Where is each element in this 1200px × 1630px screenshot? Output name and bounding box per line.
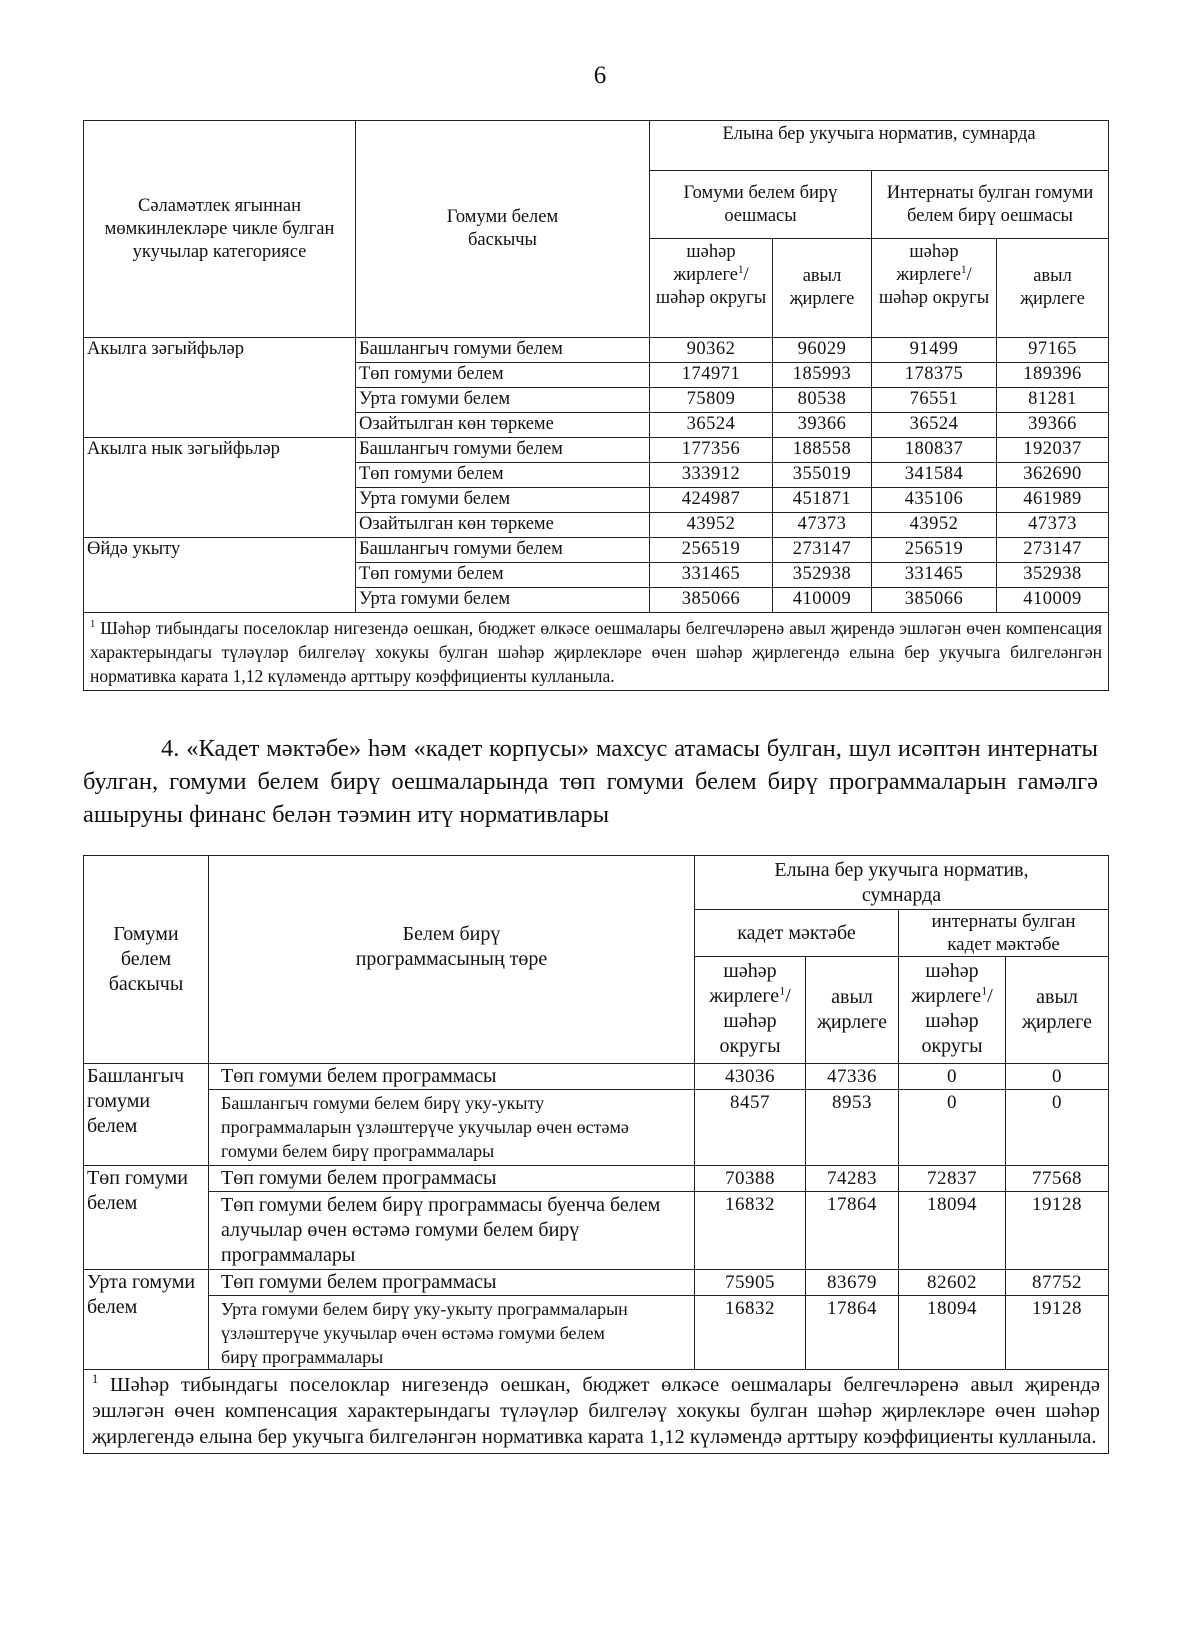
value-cell: 0 xyxy=(899,1064,1006,1090)
header-urban-1: шәһәр жирлеге$^1$/ шәһәр округы xyxy=(650,239,773,338)
value-cell: 18094 xyxy=(899,1192,1006,1270)
value-cell: 18094 xyxy=(899,1296,1006,1370)
table-row xyxy=(84,538,1109,563)
value-cell: 43036 xyxy=(695,1064,806,1090)
value-cell: 76551 xyxy=(872,388,997,413)
value-cell: 36524 xyxy=(650,413,773,438)
value-cell: 43952 xyxy=(872,513,997,538)
stage-cell: Башлангыч гомуми белем xyxy=(356,538,650,563)
norms-table-disabled-students xyxy=(83,120,1109,691)
value-cell: 19128 xyxy=(1006,1296,1109,1370)
value-cell: 352938 xyxy=(773,563,872,588)
header-rural-1: авыл җирлеге xyxy=(806,957,899,1064)
value-cell: 410009 xyxy=(773,588,872,613)
value-cell: 256519 xyxy=(650,538,773,563)
table-row xyxy=(84,1270,1109,1296)
value-cell: 435106 xyxy=(872,488,997,513)
value-cell: 461989 xyxy=(997,488,1109,513)
table-row xyxy=(84,338,1109,363)
value-cell: 97165 xyxy=(997,338,1109,363)
stage-cell: Төп гомуми белем xyxy=(84,1166,209,1270)
value-cell: 36524 xyxy=(872,413,997,438)
value-cell: 352938 xyxy=(997,563,1109,588)
stage-cell: Урта гомуми белем xyxy=(356,588,650,613)
value-cell: 177356 xyxy=(650,438,773,463)
norms-table-cadet-schools xyxy=(83,855,1109,1454)
program-cell: Төп гомуми белем программасы xyxy=(209,1064,695,1090)
value-cell: 188558 xyxy=(773,438,872,463)
value-cell: 83679 xyxy=(806,1270,899,1296)
value-cell: 355019 xyxy=(773,463,872,488)
header-urban-1: шәһәр жирлеге$^1$/ шәһәр округы xyxy=(695,957,806,1064)
value-cell: 47373 xyxy=(997,513,1109,538)
value-cell: 39366 xyxy=(773,413,872,438)
stage-cell: Төп гомуми белем xyxy=(356,463,650,488)
header-urban-2: шәһәр жирлеге$^1$/ шәһәр округы xyxy=(872,239,997,338)
header-stage: Гомуми белем баскычы xyxy=(356,121,650,338)
stage-cell: Озайтылган көн төркеме xyxy=(356,513,650,538)
table-row xyxy=(84,1064,1109,1090)
value-cell: 90362 xyxy=(650,338,773,363)
value-cell: 333912 xyxy=(650,463,773,488)
value-cell: 341584 xyxy=(872,463,997,488)
footnote: $^1$ Шәһәр тибындагы поселоклар нигезендә оешкан, бюджет өлкәсе оешмалары белгечләренә авыл җирендә эшләгән өчен компенсация характерындагы түләүләр билгеләү хокукы булган шәһәр җирлекләре өчен шәһәр җирлегендә елына бер укучыга билгеләнгән нормативка карата 1,12 күләмендә арттыру коэффициенты кулланыла. xyxy=(84,613,1109,691)
value-cell: 87752 xyxy=(1006,1270,1109,1296)
page-number: 6 xyxy=(593,62,607,89)
value-cell: 75809 xyxy=(650,388,773,413)
value-cell: 185993 xyxy=(773,363,872,388)
header-normative: Елына бер укучыга норматив, сумнарда xyxy=(695,856,1109,910)
value-cell: 451871 xyxy=(773,488,872,513)
category-cell: Өйдә укыту xyxy=(84,538,356,613)
category-cell: Акылга нык зәгыйфьләр xyxy=(84,438,356,538)
table-row xyxy=(84,438,1109,463)
value-cell: 47336 xyxy=(806,1064,899,1090)
value-cell: 256519 xyxy=(872,538,997,563)
value-cell: 0 xyxy=(899,1090,1006,1166)
value-cell: 96029 xyxy=(773,338,872,363)
value-cell: 75905 xyxy=(695,1270,806,1296)
stage-cell: Урта гомуми белем xyxy=(356,488,650,513)
stage-cell: Урта гомуми белем xyxy=(356,388,650,413)
value-cell: 16832 xyxy=(695,1192,806,1270)
value-cell: 81281 xyxy=(997,388,1109,413)
value-cell: 39366 xyxy=(997,413,1109,438)
stage-cell: Башлангыч гомуми белем xyxy=(356,338,650,363)
stage-cell: Төп гомуми белем xyxy=(356,563,650,588)
value-cell: 77568 xyxy=(1006,1166,1109,1192)
value-cell: 43952 xyxy=(650,513,773,538)
table-row xyxy=(84,1090,1109,1166)
value-cell: 189396 xyxy=(997,363,1109,388)
program-cell: Төп гомуми белем программасы xyxy=(209,1166,695,1192)
header-org-general: Гомуми белем бирү оешмасы xyxy=(650,171,872,239)
value-cell: 180837 xyxy=(872,438,997,463)
value-cell: 331465 xyxy=(650,563,773,588)
table-row xyxy=(84,1166,1109,1192)
header-org-boarding: Интернаты булган гомуми белем бирү оешмасы xyxy=(872,171,1109,239)
value-cell: 273147 xyxy=(997,538,1109,563)
value-cell: 72837 xyxy=(899,1166,1006,1192)
header-rural-2: авыл җирлеге xyxy=(1006,957,1109,1064)
value-cell: 80538 xyxy=(773,388,872,413)
program-cell: Төп гомуми белем бирү программасы буенча белем алучылар өчен өстәмә гомуми белем бирү программалары xyxy=(209,1192,695,1270)
table-row xyxy=(84,1296,1109,1370)
value-cell: 17864 xyxy=(806,1296,899,1370)
header-cadet-school: кадет мәктәбе xyxy=(695,910,899,957)
value-cell: 47373 xyxy=(773,513,872,538)
value-cell: 331465 xyxy=(872,563,997,588)
header-category: Сәламәтлек ягыннан мөмкинлекләре чикле булган укучылар категориясе xyxy=(84,121,356,338)
header-rural-1: авыл җирлеге xyxy=(773,239,872,338)
value-cell: 8953 xyxy=(806,1090,899,1166)
stage-cell: Төп гомуми белем xyxy=(356,363,650,388)
program-cell: Төп гомуми белем программасы xyxy=(209,1270,695,1296)
value-cell: 91499 xyxy=(872,338,997,363)
stage-cell: Урта гомуми белем xyxy=(84,1270,209,1370)
value-cell: 273147 xyxy=(773,538,872,563)
value-cell: 0 xyxy=(1006,1064,1109,1090)
header-program-type: Белем бирү программасының төре xyxy=(209,856,695,1064)
value-cell: 174971 xyxy=(650,363,773,388)
footnote: $^1$ Шәһәр тибындагы поселоклар нигезендә оешкан, бюджет өлкәсе оешмалары белгечләренә авыл җирендә эшләгән өчен компенсация характерындагы түләүләр билгеләү хокукы булган шәһәр җирлекләре өчен шәһәр җирлегендә елына бер укучыга билгеләнгән нормативка карата 1,12 күләмендә арттыру коэффициенты кулланыла. xyxy=(84,1370,1109,1454)
stage-cell: Башлангыч гомуми белем xyxy=(356,438,650,463)
value-cell: 424987 xyxy=(650,488,773,513)
header-stage: Гомуми белем баскычы xyxy=(84,856,209,1064)
value-cell: 17864 xyxy=(806,1192,899,1270)
stage-cell: Озайтылган көн төркеме xyxy=(356,413,650,438)
value-cell: 19128 xyxy=(1006,1192,1109,1270)
value-cell: 16832 xyxy=(695,1296,806,1370)
category-cell: Акылга зәгыйфьләр xyxy=(84,338,356,438)
header-rural-2: авыл җирлеге xyxy=(997,239,1109,338)
value-cell: 410009 xyxy=(997,588,1109,613)
value-cell: 70388 xyxy=(695,1166,806,1192)
value-cell: 178375 xyxy=(872,363,997,388)
value-cell: 385066 xyxy=(872,588,997,613)
program-cell: Урта гомуми белем бирү уку-укыту программаларын үзләштерүче укучылар өчен өстәмә гомуми белем бирү программалары xyxy=(209,1296,695,1370)
value-cell: 8457 xyxy=(695,1090,806,1166)
value-cell: 74283 xyxy=(806,1166,899,1192)
value-cell: 82602 xyxy=(899,1270,1006,1296)
program-cell: Башлангыч гомуми белем бирү уку-укыту программаларын үзләштерүче укучылар өчен өстәмә гомуми белем бирү программалары xyxy=(209,1090,695,1166)
value-cell: 362690 xyxy=(997,463,1109,488)
value-cell: 385066 xyxy=(650,588,773,613)
value-cell: 0 xyxy=(1006,1090,1109,1166)
header-urban-2: шәһәр жирлеге$^1$/ шәһәр округы xyxy=(899,957,1006,1064)
table-row xyxy=(84,1192,1109,1270)
value-cell: 192037 xyxy=(997,438,1109,463)
section-heading-paragraph: 4. «Кадет мәктәбе» һәм «кадет корпусы» махсус атамасы булган, шул исәптән интернаты булган, гомуми белем бирү оешмаларында төп гомуми белем бирү программаларын гамәлгә ашыруны финанс белән тәэмин итү нормативлары xyxy=(83,735,1098,828)
header-normative: Елына бер укучыга норматив, сумнарда xyxy=(650,121,1109,171)
header-cadet-boarding: интернаты булган кадет мәктәбе xyxy=(899,910,1109,957)
stage-cell: Башлангыч гомуми белем xyxy=(84,1064,209,1166)
